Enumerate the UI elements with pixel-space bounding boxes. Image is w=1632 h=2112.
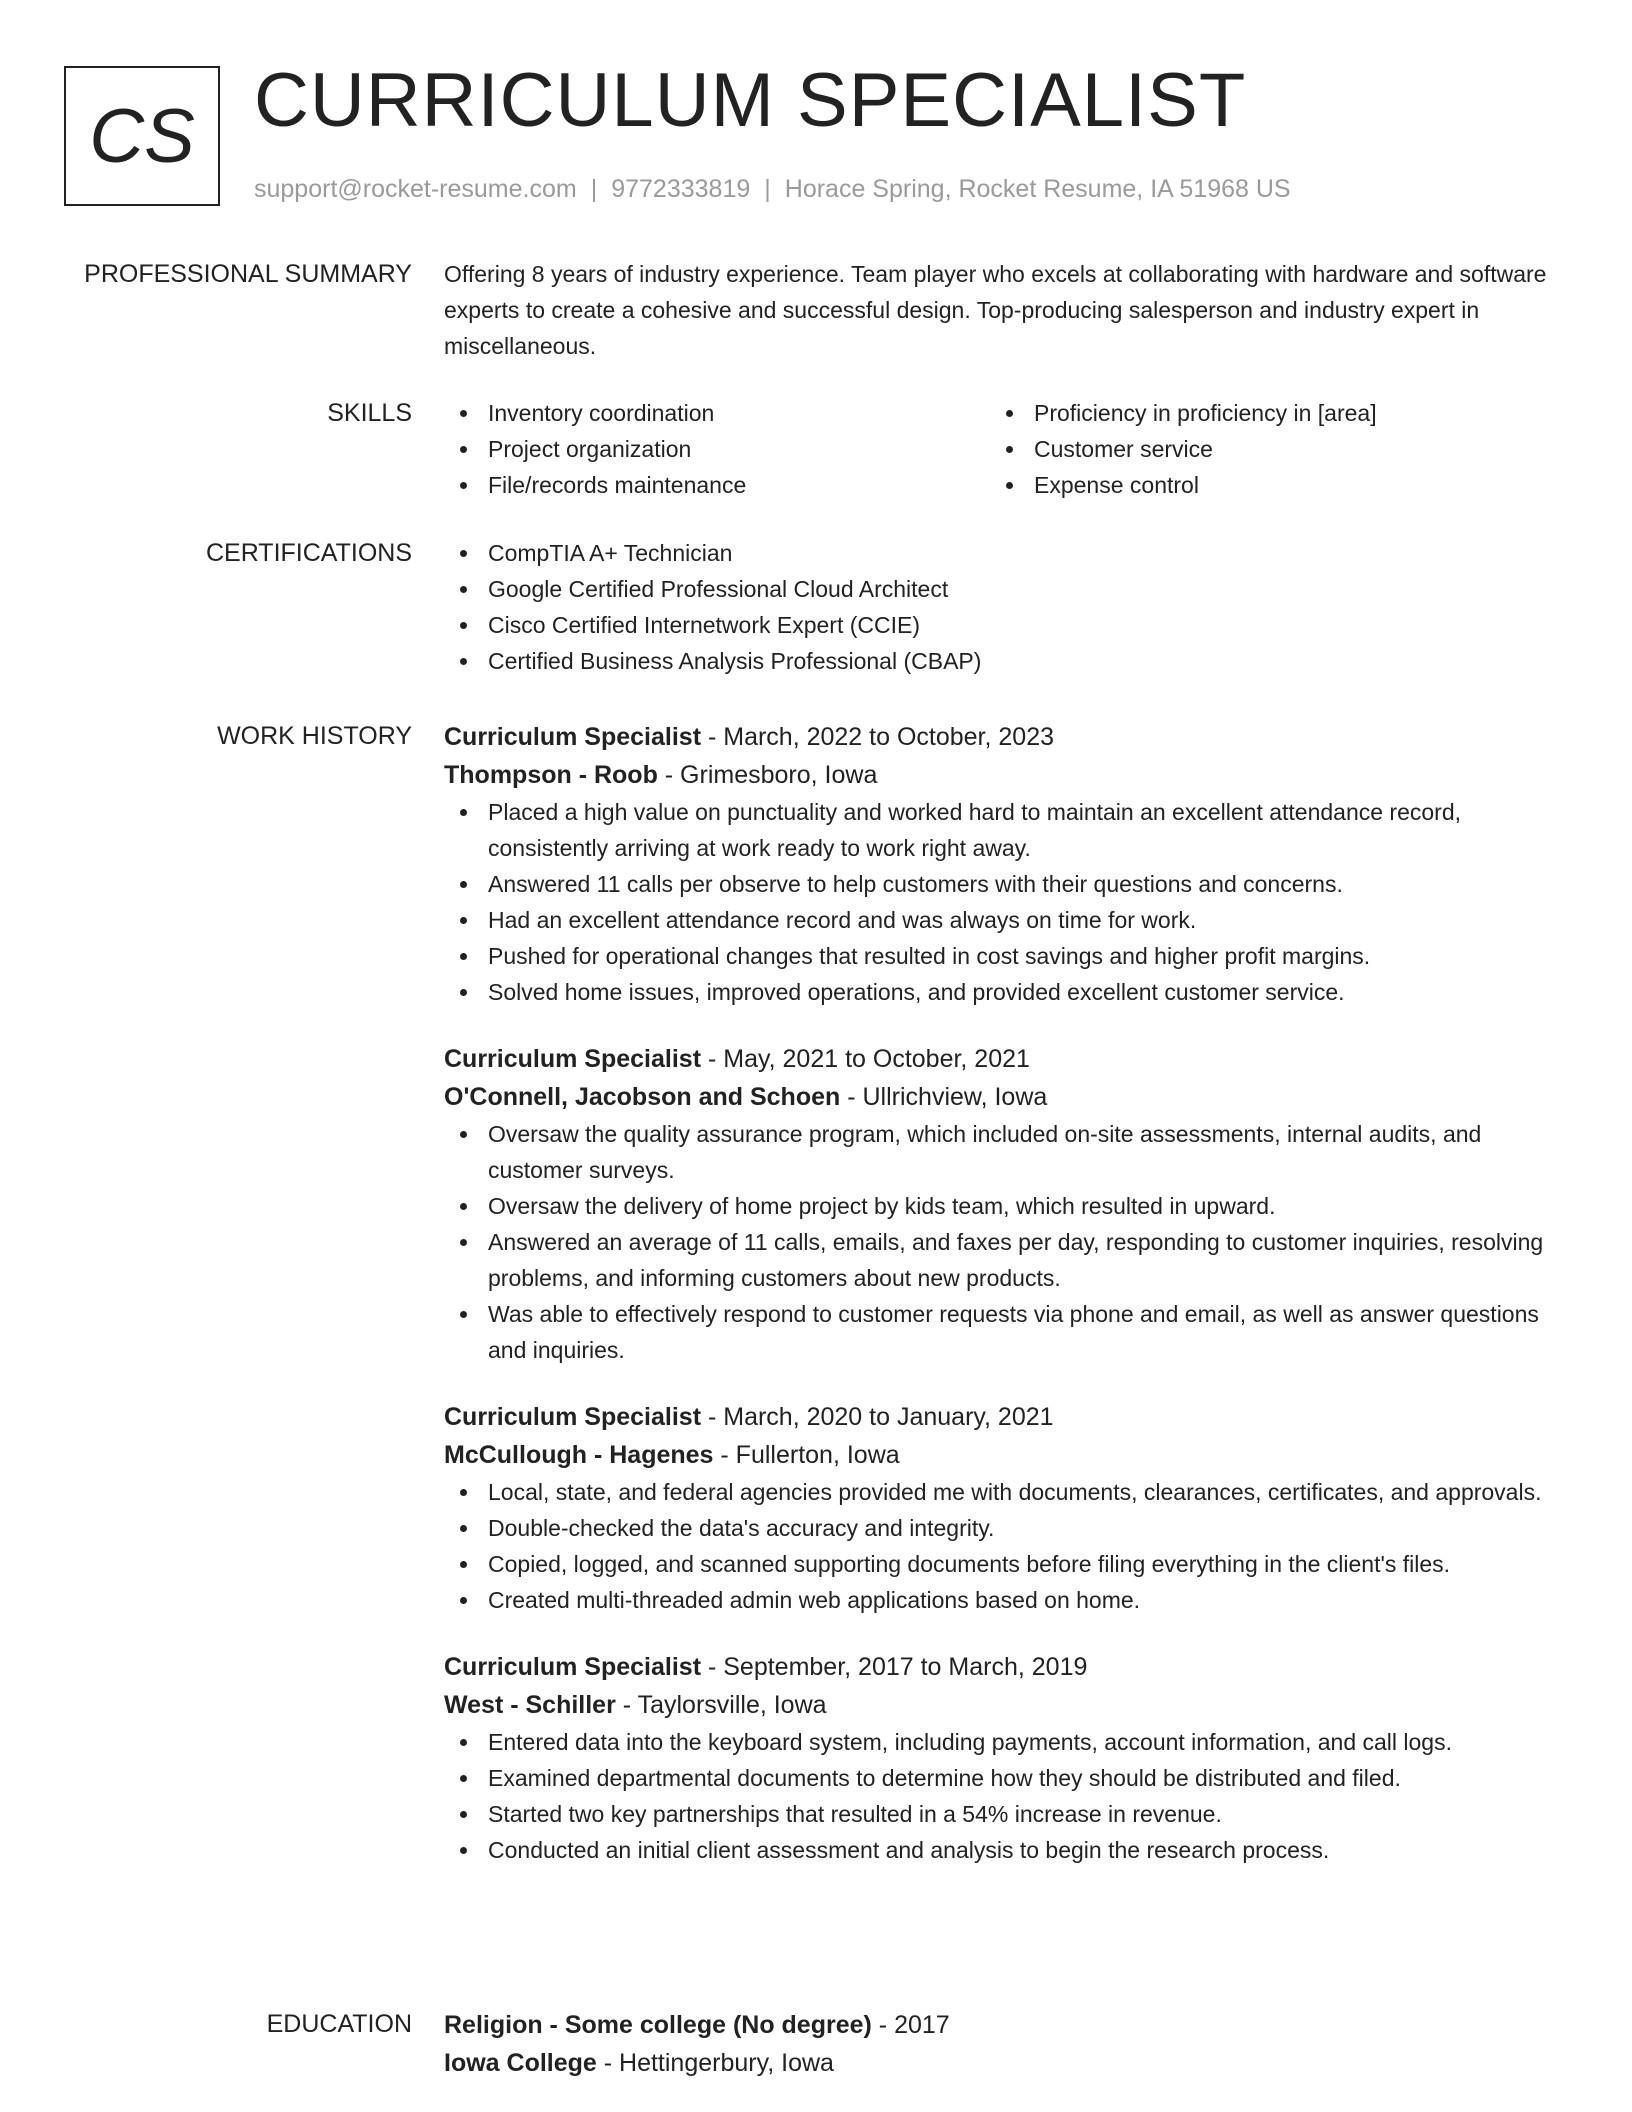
job-dates: - March, 2020 to January, 2021 bbox=[701, 1403, 1054, 1431]
job-location: - Grimesboro, Iowa bbox=[657, 761, 878, 789]
list-item: File/records maintenance bbox=[444, 467, 990, 503]
job-entry bbox=[444, 1648, 1564, 1868]
section-label-work-history: WORK HISTORY bbox=[217, 722, 412, 750]
job-title: Curriculum Specialist bbox=[444, 1403, 702, 1431]
list-item: Had an excellent attendance record and was always on time for work. bbox=[444, 902, 1564, 938]
job-title-line bbox=[444, 1648, 1564, 1686]
monogram-logo: CS bbox=[64, 66, 220, 206]
list-item: Solved home issues, improved operations, and provided excellent customer service. bbox=[444, 974, 1564, 1010]
list-item: Entered data into the keyboard system, including payments, account information, and call logs. bbox=[444, 1724, 1564, 1760]
contact-phone[interactable]: 9772333819 bbox=[611, 175, 751, 203]
job-dates: - September, 2017 to March, 2019 bbox=[701, 1653, 1088, 1681]
job-company-line bbox=[444, 1078, 1564, 1116]
list-item: Inventory coordination bbox=[444, 395, 990, 431]
list-item: Certified Business Analysis Professional (CBAP) bbox=[444, 643, 1564, 679]
job-company: McCullough - Hagenes bbox=[444, 1441, 714, 1469]
list-item: Pushed for operational changes that resulted in cost savings and higher profit margins. bbox=[444, 938, 1564, 974]
contact-address: Horace Spring, Rocket Resume, IA 51968 US bbox=[784, 175, 1291, 203]
list-item: Answered an average of 11 calls, emails, and faxes per day, responding to customer inquiries, resolving problems, and informing customers about new products. bbox=[444, 1224, 1564, 1296]
list-item: Copied, logged, and scanned supporting documents before filing everything in the client's files. bbox=[444, 1546, 1564, 1582]
job-company: West - Schiller bbox=[444, 1691, 616, 1719]
education-location: - Hettingerbury, Iowa bbox=[596, 2049, 834, 2077]
section-label-education: EDUCATION bbox=[266, 2010, 412, 2038]
list-item: Oversaw the quality assurance program, which included on-site assessments, internal audits, and customer surveys. bbox=[444, 1116, 1564, 1188]
education-school: Iowa College bbox=[444, 2049, 597, 2077]
job-entry bbox=[444, 1398, 1564, 1618]
job-title: Curriculum Specialist bbox=[444, 1653, 702, 1681]
list-item: Expense control bbox=[990, 467, 1536, 503]
list-item: Double-checked the data's accuracy and integrity. bbox=[444, 1510, 1564, 1546]
job-dates: - May, 2021 to October, 2021 bbox=[701, 1045, 1030, 1073]
resume-title: CURRICULUM SPECIALIST bbox=[254, 58, 1247, 143]
job-company-line bbox=[444, 1686, 1564, 1724]
list-item: Customer service bbox=[990, 431, 1536, 467]
job-dates: - March, 2022 to October, 2023 bbox=[701, 723, 1055, 751]
job-company-line bbox=[444, 1436, 1564, 1474]
list-item: Answered 11 calls per observe to help customers with their questions and concerns. bbox=[444, 866, 1564, 902]
list-item: Google Certified Professional Cloud Architect bbox=[444, 571, 1564, 607]
certifications-list bbox=[444, 535, 1564, 679]
job-company-line bbox=[444, 756, 1564, 794]
education-year: - 2017 bbox=[871, 2011, 950, 2039]
education-school-line bbox=[444, 2044, 1564, 2082]
list-item: Placed a high value on punctuality and worked hard to maintain an excellent attendance record, consistently arriving at work ready to work right away. bbox=[444, 794, 1564, 866]
job-location: - Fullerton, Iowa bbox=[713, 1441, 900, 1469]
section-label-skills: SKILLS bbox=[327, 399, 412, 427]
section-label-summary: PROFESSIONAL SUMMARY bbox=[84, 260, 412, 288]
list-item: Oversaw the delivery of home project by kids team, which resulted in upward. bbox=[444, 1188, 1564, 1224]
list-item: Created multi-threaded admin web applications based on home. bbox=[444, 1582, 1564, 1618]
job-title: Curriculum Specialist bbox=[444, 1045, 702, 1073]
list-item: Was able to effectively respond to customer requests via phone and email, as well as answer questions and inquiries. bbox=[444, 1296, 1564, 1368]
job-entry bbox=[444, 1040, 1564, 1368]
job-title: Curriculum Specialist bbox=[444, 723, 702, 751]
education-degree-line bbox=[444, 2006, 1564, 2044]
contact-separator: | bbox=[590, 175, 598, 203]
education-degree: Religion - Some college (No degree) bbox=[444, 2011, 872, 2039]
section-label-certifications: CERTIFICATIONS bbox=[205, 539, 412, 567]
job-company: Thompson - Roob bbox=[444, 761, 658, 789]
list-item: Started two key partnerships that resulted in a 54% increase in revenue. bbox=[444, 1796, 1564, 1832]
job-bullets bbox=[444, 1474, 1564, 1618]
summary-text: Offering 8 years of industry experience. Team player who excels at collaborating with hardware and software experts to create a cohesive and successful design. Top-producing salesperson and industry expert in miscellaneous. bbox=[444, 261, 1547, 359]
list-item: Project organization bbox=[444, 431, 990, 467]
job-title-line bbox=[444, 1398, 1564, 1436]
contact-email[interactable]: support@rocket-resume.com bbox=[254, 175, 577, 203]
job-bullets bbox=[444, 794, 1564, 1010]
job-location: - Ullrichview, Iowa bbox=[840, 1083, 1048, 1111]
list-item: Conducted an initial client assessment and analysis to begin the research process. bbox=[444, 1832, 1564, 1868]
job-entry bbox=[444, 718, 1564, 1010]
job-title-line bbox=[444, 1040, 1564, 1078]
job-title-line bbox=[444, 718, 1564, 756]
list-item: CompTIA A+ Technician bbox=[444, 535, 1564, 571]
skills-list-right bbox=[990, 395, 1536, 503]
contact-line bbox=[254, 174, 1291, 204]
job-company: O'Connell, Jacobson and Schoen bbox=[444, 1083, 841, 1111]
job-bullets bbox=[444, 1724, 1564, 1868]
job-location: - Taylorsville, Iowa bbox=[615, 1691, 827, 1719]
list-item: Proficiency in proficiency in [area] bbox=[990, 395, 1536, 431]
list-item: Cisco Certified Internetwork Expert (CCIE) bbox=[444, 607, 1564, 643]
list-item: Examined departmental documents to determine how they should be distributed and filed. bbox=[444, 1760, 1564, 1796]
job-bullets bbox=[444, 1116, 1564, 1368]
skills-list-left bbox=[444, 395, 990, 503]
contact-separator: | bbox=[764, 175, 771, 203]
list-item: Local, state, and federal agencies provided me with documents, clearances, certificates, and approvals. bbox=[444, 1474, 1564, 1510]
